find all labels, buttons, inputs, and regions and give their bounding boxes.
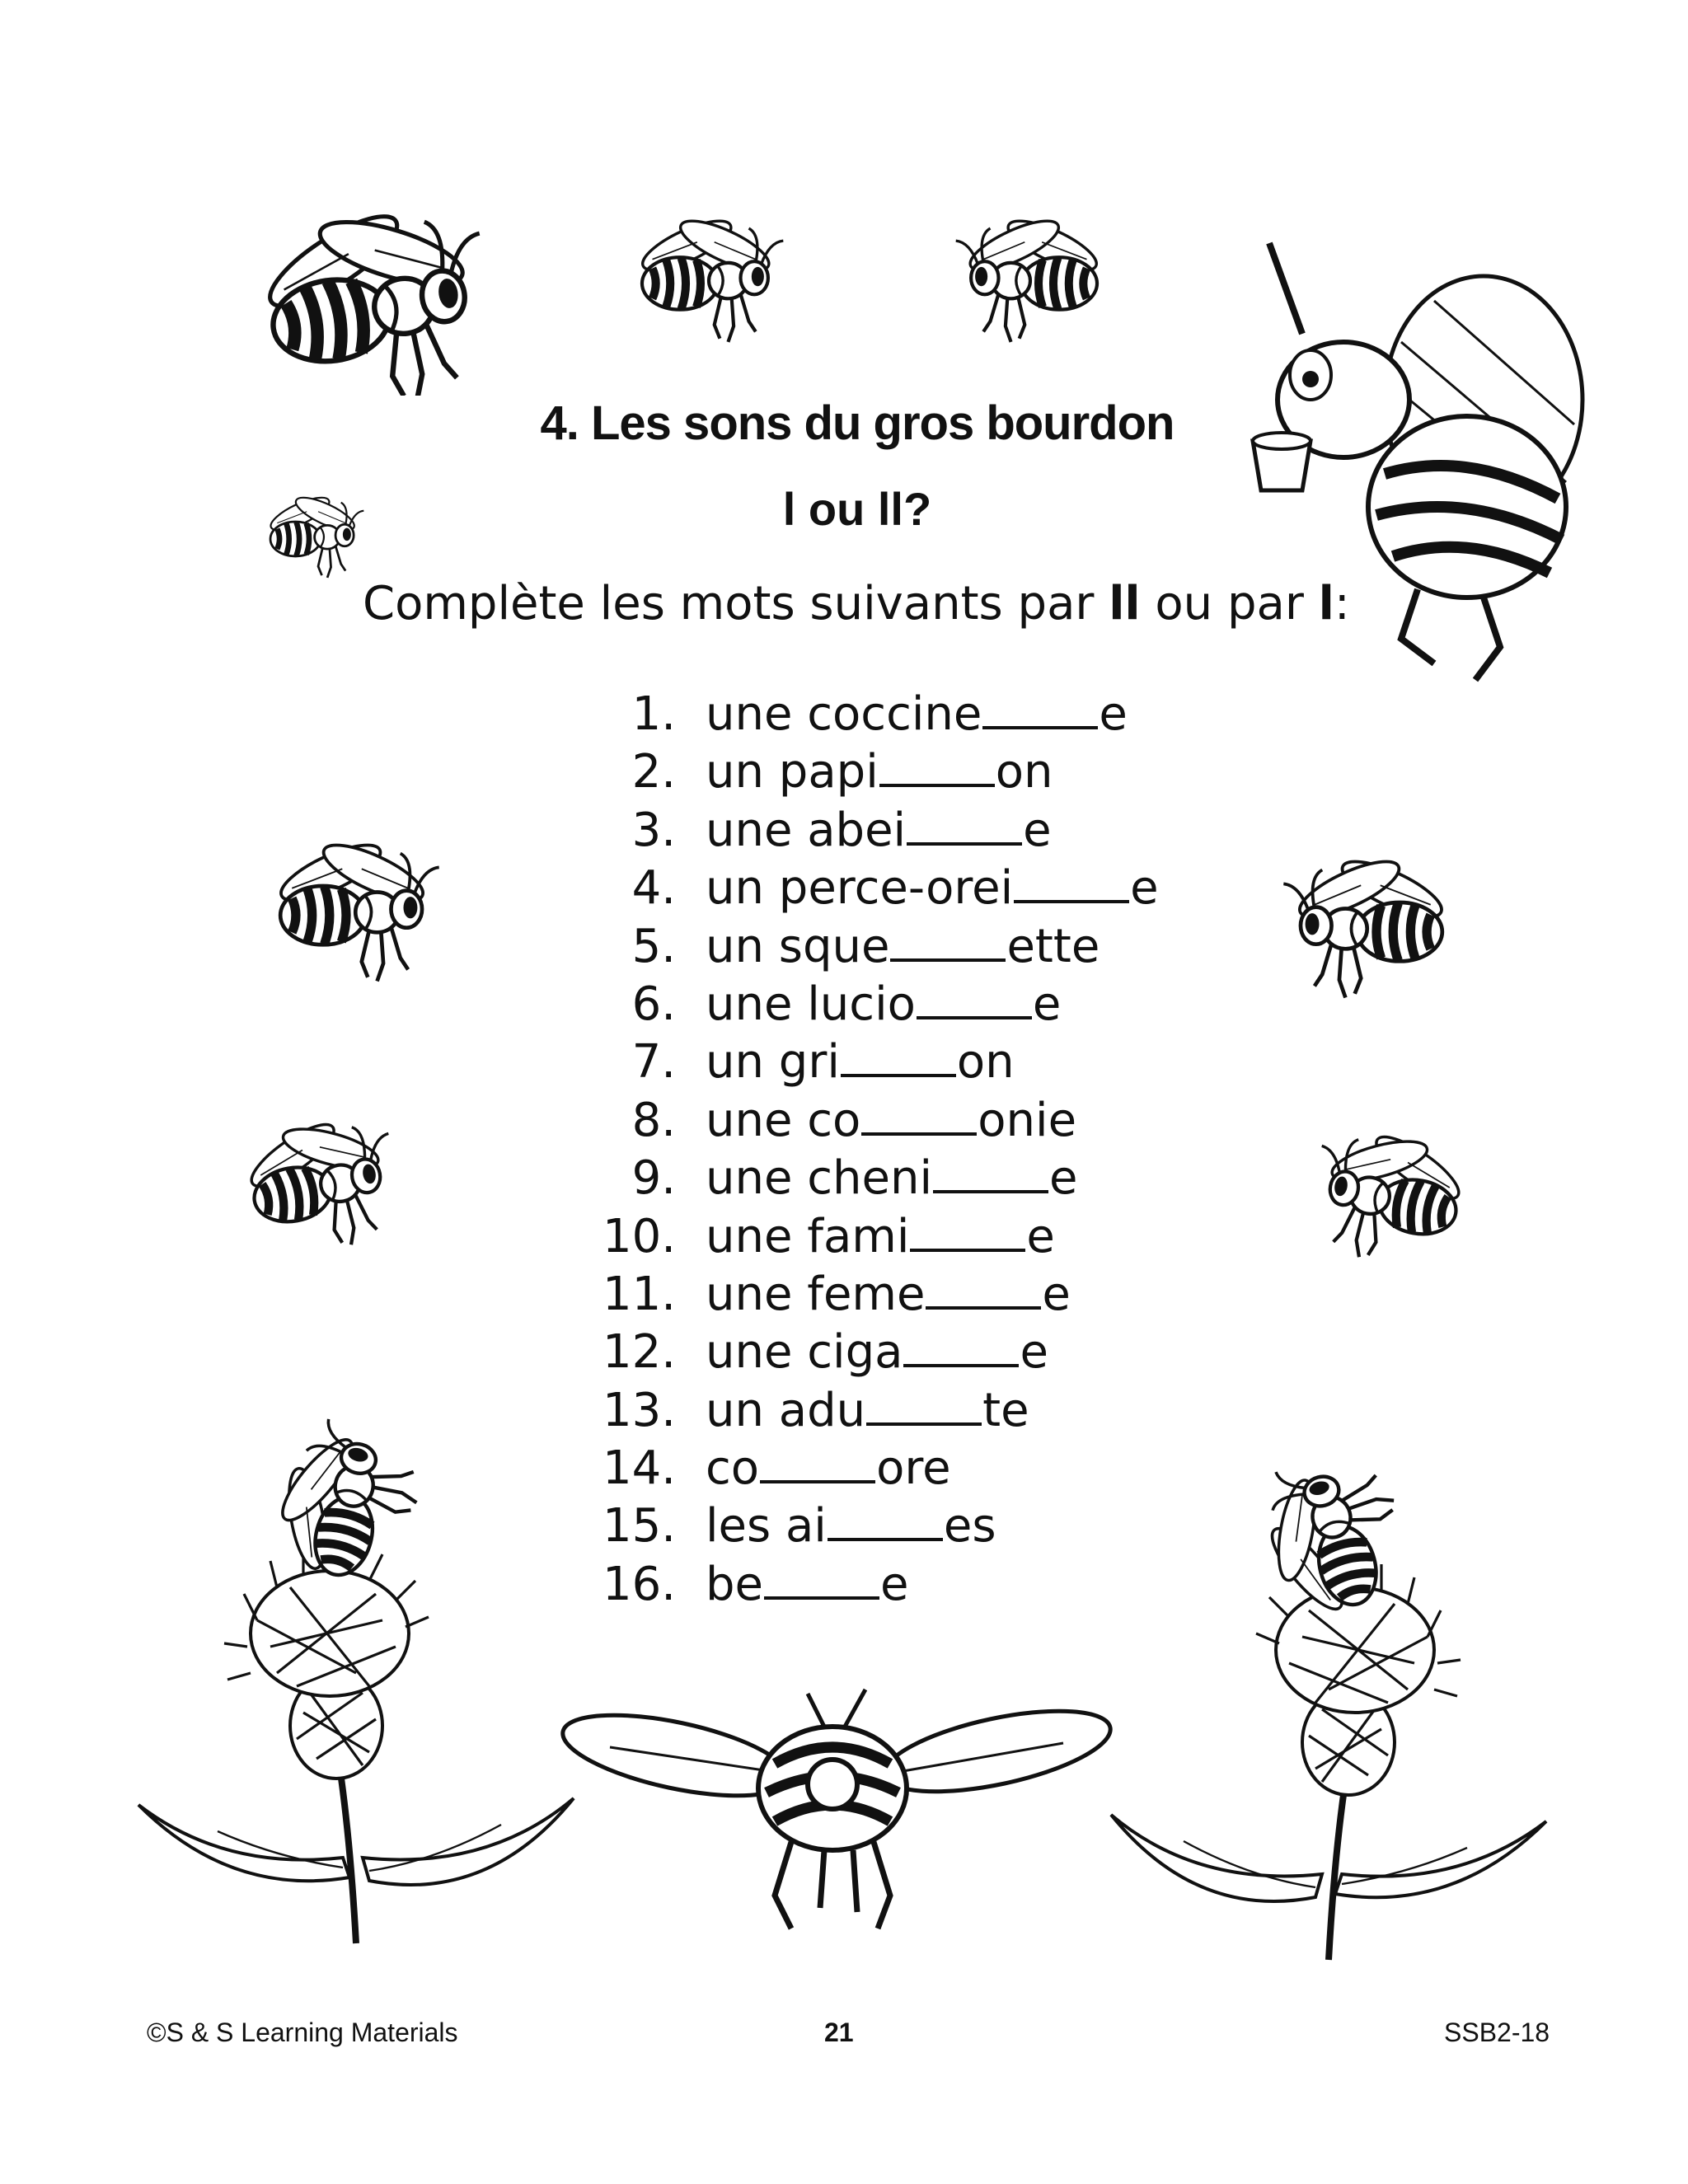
answer-blank[interactable] [828, 1502, 943, 1541]
copyright-text: ©S & S Learning Materials [147, 2018, 458, 2047]
exercise-number: 4. [631, 861, 676, 916]
word-start: un papi [706, 745, 879, 799]
exercise-number: 1. [631, 687, 676, 741]
worksheet-subtitle: l ou ll? [782, 483, 932, 535]
word-start: be [706, 1557, 763, 1611]
exercise-number: 16. [602, 1557, 676, 1611]
word-end: e [1099, 687, 1128, 741]
word-start: un adu [706, 1383, 866, 1437]
answer-blank[interactable] [910, 1212, 1025, 1252]
exercise-number: 12. [602, 1325, 676, 1380]
exercise-item [577, 1208, 1236, 1266]
word-end: on [956, 1035, 1015, 1090]
word-start: une ciga [706, 1325, 903, 1380]
page-number: 21 [824, 2018, 854, 2047]
exercise-item [577, 1497, 1236, 1555]
word-start: co [706, 1441, 760, 1496]
exercise-number: 3. [631, 803, 676, 857]
exercise-item [577, 860, 1236, 917]
bee-icon [223, 804, 470, 1001]
answer-blank[interactable] [841, 1038, 956, 1077]
word-start: une feme [706, 1267, 926, 1321]
exercise-item [577, 802, 1236, 860]
word-start: une co [706, 1093, 861, 1147]
word-end: e [1020, 1325, 1048, 1380]
exercise-number: 10. [602, 1209, 676, 1263]
exercise-item [577, 1382, 1236, 1440]
answer-blank[interactable] [879, 748, 995, 787]
word-end: te [982, 1383, 1029, 1437]
exercise-number: 6. [631, 977, 676, 1031]
product-code: SSB2-18 [1444, 2018, 1550, 2047]
word-start: une coccine [706, 687, 982, 741]
exercise-item [577, 743, 1236, 801]
exercise-number: 7. [631, 1035, 676, 1090]
word-end: e [1032, 977, 1062, 1031]
word-start: une lucio [706, 977, 916, 1031]
answer-blank[interactable] [866, 1386, 982, 1426]
bee-icon [198, 1084, 429, 1273]
word-end: e [1049, 1151, 1078, 1206]
answer-blank[interactable] [982, 690, 1098, 729]
worksheet-title: 4. Les sons du gros bourdon [540, 396, 1175, 450]
word-end: ette [1006, 919, 1100, 973]
exercise-list [577, 686, 1236, 1614]
exercise-number: 11. [602, 1267, 676, 1321]
word-end: e [1023, 803, 1052, 857]
instruction-text: Complète les mots suivants par ll ou par l: [363, 577, 1350, 630]
word-start: les ai [706, 1499, 827, 1554]
word-end: e [1042, 1267, 1071, 1321]
exercise-number: 8. [631, 1093, 676, 1147]
thistle-flower-icon [132, 1376, 593, 2036]
word-end: e [1026, 1209, 1055, 1263]
bumblebee-icon [560, 1681, 1113, 1937]
word-end: on [995, 745, 1053, 799]
exercise-item [577, 1324, 1236, 1381]
word-start: une cheni [706, 1151, 933, 1206]
answer-blank[interactable] [933, 1154, 1048, 1193]
word-start: une abei [706, 803, 907, 857]
exercise-number: 14. [602, 1441, 676, 1496]
exercise-item [577, 1150, 1236, 1207]
word-end: e [880, 1557, 909, 1611]
bee-icon [1253, 820, 1500, 1018]
answer-blank[interactable] [926, 1270, 1041, 1310]
answer-blank[interactable] [1014, 864, 1129, 903]
bee-icon [214, 173, 511, 396]
bee-icon [1278, 1096, 1517, 1286]
exercise-number: 9. [631, 1151, 676, 1206]
word-start: un perce-orei [706, 861, 1014, 916]
word-start: un sque [706, 919, 890, 973]
exercise-number: 13. [602, 1383, 676, 1437]
answer-blank[interactable] [861, 1096, 977, 1136]
exercise-item [577, 686, 1236, 743]
exercise-item [577, 1033, 1236, 1091]
exercise-item [577, 1266, 1236, 1324]
answer-blank[interactable] [764, 1560, 879, 1600]
bee-icon [593, 165, 808, 379]
word-start: une fami [706, 1209, 910, 1263]
exercise-item [577, 976, 1236, 1033]
exercise-number: 5. [631, 919, 676, 973]
word-end: ore [876, 1441, 951, 1496]
answer-blank[interactable] [903, 1328, 1019, 1367]
exercise-number: 15. [602, 1499, 676, 1554]
exercise-number: 2. [631, 745, 676, 799]
exercise-item [577, 918, 1236, 976]
bee-icon [931, 165, 1146, 379]
answer-blank[interactable] [760, 1444, 875, 1483]
word-start: un gri [706, 1035, 840, 1090]
word-end: onie [978, 1093, 1077, 1147]
answer-blank[interactable] [917, 980, 1032, 1019]
answer-blank[interactable] [907, 806, 1022, 846]
exercise-item [577, 1556, 1236, 1614]
answer-blank[interactable] [890, 922, 1006, 962]
exercise-item [577, 1440, 1236, 1497]
word-end: es [943, 1499, 996, 1554]
exercise-item [577, 1092, 1236, 1150]
word-end: e [1130, 861, 1159, 916]
